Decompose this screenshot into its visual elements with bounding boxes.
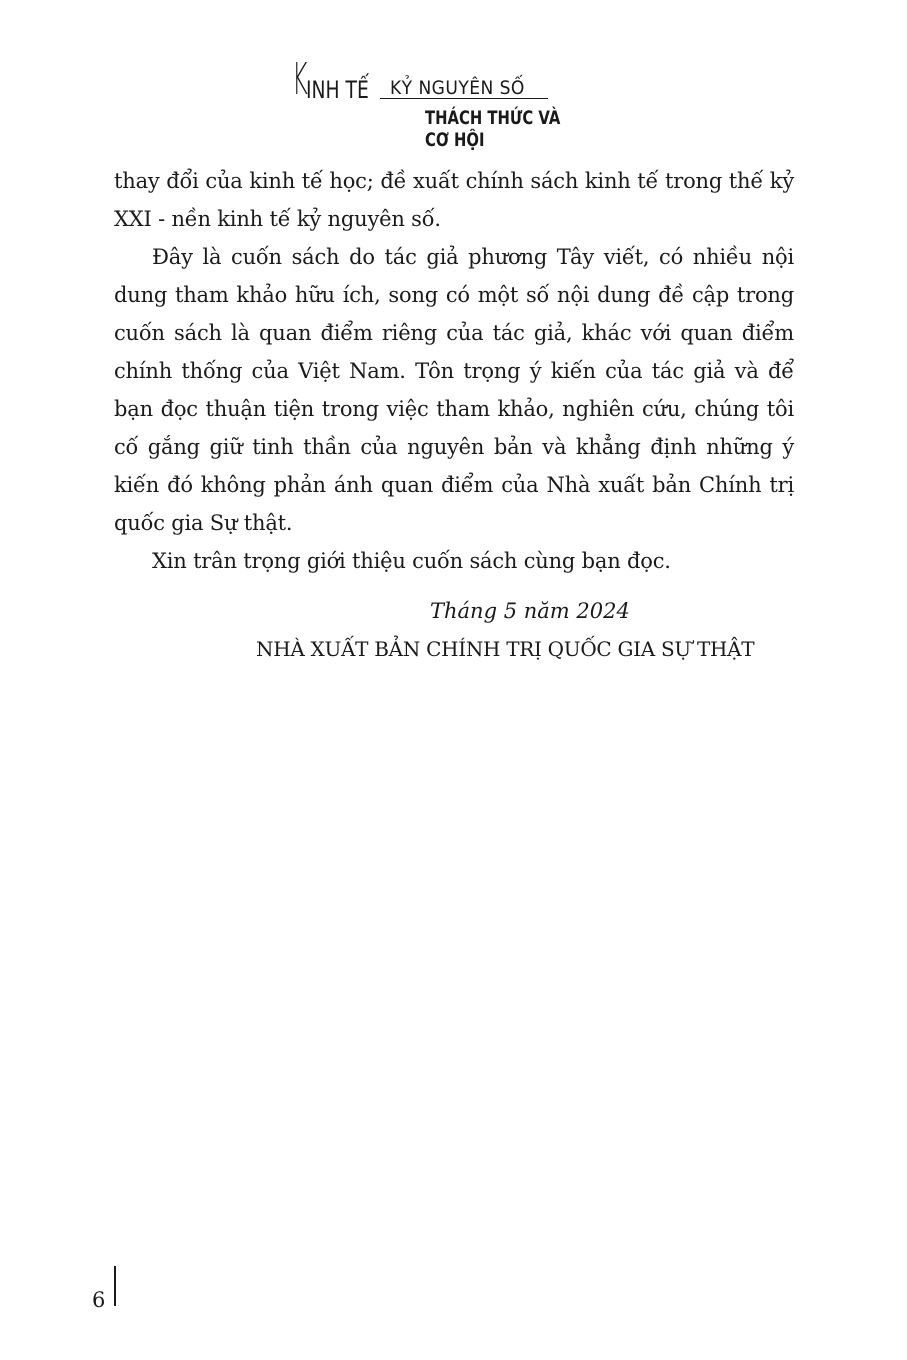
page-number: 6	[92, 1288, 106, 1312]
book-subtitle-line-2: THÁCH THỨC VÀ CƠ HỘI	[425, 107, 561, 151]
body-text	[114, 162, 794, 580]
book-title-initial: K	[292, 54, 308, 105]
signature-publisher: NHÀ XUẤT BẢN CHÍNH TRỊ QUỐC GIA SỰ THẬT	[256, 637, 755, 661]
page-number-rule	[114, 1266, 116, 1306]
paragraph-continued: thay đổi của kinh tế học; đề xuất chính sách kinh tế trong thế kỷ XXI - nền kinh tế kỷ nguyên số.	[114, 169, 794, 231]
paragraph: Đây là cuốn sách do tác giả phương Tây viết, có nhiều nội dung tham khảo hữu ích, song có một số nội dung đề cập trong cuốn sách là quan điểm riêng của tác giả, khác với quan điểm chính thống của Việt Nam. Tôn trọng ý kiến của tác giả và để bạn đọc thuận tiện trong việc tham khảo, nghiên cứu, chúng tôi cố gắng giữ tinh thần của nguyên bản và khẳng định những ý kiến đó không phản ánh quan điểm của Nhà xuất bản Chính trị quốc gia Sự thật.	[114, 245, 794, 535]
signature-date: Tháng 5 năm 2024	[430, 599, 630, 623]
book-subtitle-line-1: KỶ NGUYÊN SỐ	[390, 77, 525, 99]
running-header	[292, 54, 622, 151]
paragraph-closing: Xin trân trọng giới thiệu cuốn sách cùng bạn đọc.	[152, 549, 671, 573]
book-title: INH TẾ	[306, 76, 369, 104]
